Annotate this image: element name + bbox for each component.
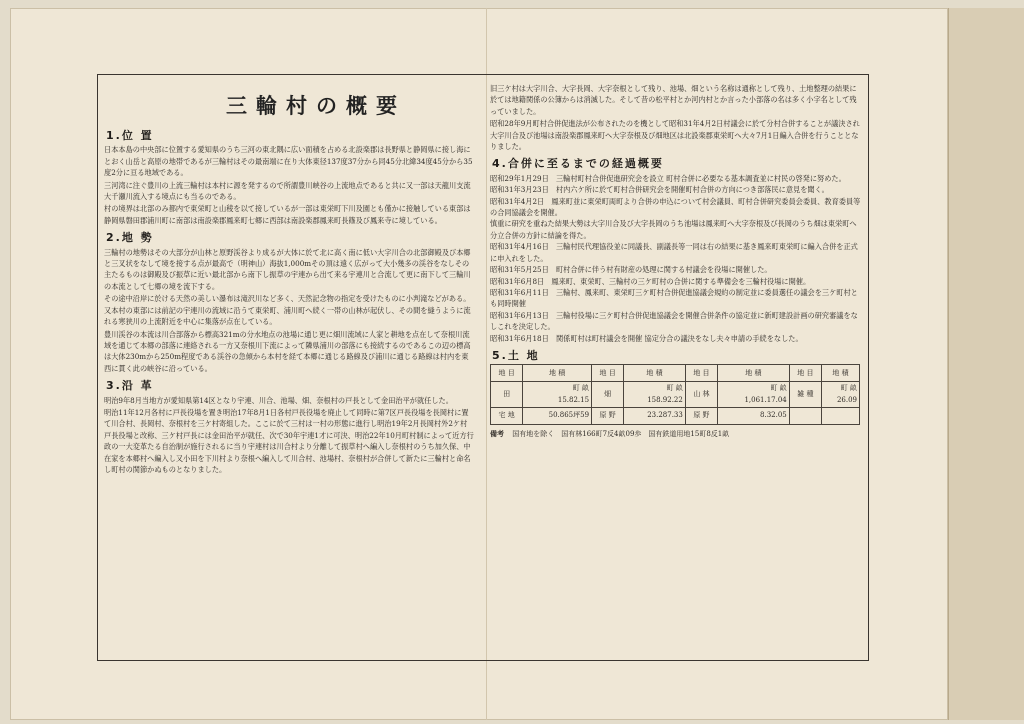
section-heading-history: 3.沿 革 — [106, 379, 154, 393]
land-cell — [821, 408, 859, 425]
merger-item-4: 慎重に研究を重ねた結果大勢は大字川合及び大字長岡のうち池場は鳳来町へ大字奈根及び長岡のうち畑は東栄町へ分立合併の方針に結論を得た。 — [490, 219, 857, 240]
land-header-cell: 地 積 — [624, 365, 686, 382]
land-cell: 田 — [491, 382, 523, 408]
table-row — [491, 382, 860, 408]
history-paragraph-1: 明治9年8月当地方が愛知県第14区となり宇連、川合、池場、畑、奈根村の戸長として金田治平が就任した。 — [104, 395, 453, 405]
land-cell: 町 畝 158.92.22 — [624, 382, 686, 408]
land-cell: 町 畝 15.82.15 — [523, 382, 592, 408]
merger-item-3: 昭和31年4月2日 鳳来町並に東栄町両町より合併の申込について村会議員、町村合併研究委員会委員、教育委員等の合同協議会を開催。 — [490, 196, 861, 218]
land-header-cell: 地 積 — [523, 365, 592, 382]
merger-item-1: 昭和29年1月29日 三輪村町村合併促進研究会を設立 町村合併に必要なる基本調査並に村民の啓発に努めた。 — [490, 173, 846, 183]
history-paragraph-4: 昭和28年9月町村合併促進法が公布されたのを機として昭和31年4月2日村議会に於て分村合併することが議決され大字川合及び池場は南設楽郡鳳来町へ大字奈根及び畑地区は北設楽郡東栄町へ大々7月1日編入合併を行うこととなりました。 — [490, 119, 860, 152]
right-column — [490, 82, 862, 441]
land-cell: 町 畝 1,061.17.04 — [718, 382, 790, 408]
land-cell: 町 畝 26.09 — [821, 382, 859, 408]
land-cell: 宅 地 — [491, 408, 523, 425]
land-cell: 山 林 — [685, 382, 717, 408]
land-header-cell: 地 目 — [491, 365, 523, 382]
history-paragraph-3: 旧三ケ村は大字川合、大字長岡、大字奈根として残り、池場、畑という名称は通称として残り、土地整理の結果に於ては地籍関係の公簿からは消滅した。そして昔の松平村とか河内村とか言った小部落の名は多く小字名として残っていました。 — [490, 84, 857, 116]
left-column — [104, 82, 474, 475]
land-header-cell: 地 目 — [592, 365, 624, 382]
land-cell: 原 野 — [592, 408, 624, 425]
table-row — [491, 408, 860, 425]
merger-item-5: 昭和31年4月16日 三輪村民代理協役並に同議長、副議長等一同は右の結果に基き鳳来町東栄町に編入合併を正式に申入れをした。 — [490, 242, 858, 263]
land-cell: 畑 — [592, 382, 624, 408]
land-header-cell: 地 積 — [821, 365, 859, 382]
land-header-cell: 地 目 — [789, 365, 821, 382]
land-cell: 雑 種 — [789, 382, 821, 408]
section-heading-land: 5.土 地 — [492, 348, 540, 362]
merger-item-9: 昭和31年6月13日 三輪村役場に三ケ町村合併促進協議会を開催合併条件の協定並に新町建設計画の研究審議をなしこれを決定した。 — [490, 310, 858, 332]
land-cell — [789, 408, 821, 425]
notes-text: 国有地を除く 国有林166町7反4畝09歩 国有鉄道用地15町8反1畝 — [512, 430, 730, 439]
land-notes — [490, 429, 862, 440]
terrain-paragraph-3: 豊川渓谷の本流は川合部落から標高321mの分水地点の池場に通じ更に畑川流域に人家と耕地を点在して奈根川流域を通じて本郷の部落に連絡される一方又奈根川下流によって隣県浦川の部落にも接続するのであるこの辺の標高は大体230mから250m程度である渓谷の急傾から本村を経て本郷に通じる路線及び浦川に通じる路線は村内を東西に貫く此の峡谷に沿っている。 — [104, 329, 471, 373]
land-cell: 8.32.05 — [718, 408, 790, 425]
land-cell: 50.865坪59 — [523, 408, 592, 425]
land-cell: 原 野 — [685, 408, 717, 425]
page-title: 三輪村の概要 — [226, 94, 406, 118]
land-table — [490, 364, 860, 425]
terrain-paragraph-1: 三輪村の地勢はその大部分が山林と原野渓谷より成るが大体に於て北に高く南に低い大字川合の北部御殿及び本郷と三叉状をなして境を接する点が最高で（明神山）海抜1,000mその頂は遠く広がって大小幾多の渓谷をなしその主たるものは御殿及び振草に近い最北部から南下し振草の宇連から出て来る宇連川と合流して更に南下して三輪川の本流として七郷の境を流下する。 — [104, 247, 471, 291]
notes-label: 備考 — [490, 430, 504, 439]
section-heading-location: 1.位 置 — [106, 129, 154, 142]
location-paragraph-3: 村の境界は北部のみ都内で東栄町と山稜を以て接しているが一部は東栄町下川及園とも僅かに接触している東部は静岡県磐田郡浦川町に南部は南設楽郡鳳来町七郷に西部は南設楽郡鳳来町長篠及び鳳来寺に境している。 — [104, 204, 471, 225]
history-paragraph-2: 明治11年12月各村に戸長役場を置き明治17年8月1日各村戸長役場を廃止して同時に第7区戸長役場を長岡村に置て川合村、長岡村、奈根村を三ケ村寄組した。ここに於て三村は一村の形態に進行し明治19年2月長岡村外2ケ村戸長役場と改称、三ケ村戸長には金田治平が就任、次で30年宇連1才に可決、明治22年10月町村制によって近方行政の一大変革たる自治制が施行されるに当り宇連村は川合村より分離して振草村へ編入し奈根村のうち加久保、中在家を本郷村へ編入し又小田を下川村より奈根へ編入して川合村、池場村、奈根村が合併して新たに三輪村と命名し町村の関節かぬものとなりました。 — [104, 407, 474, 474]
land-table-header-row — [491, 365, 860, 382]
merger-item-10: 昭和31年6月18日 関係町村は町村議会を開催 協定分合の議決をなし夫々申請の手続をなした。 — [490, 333, 803, 343]
terrain-paragraph-2: その途中沿岸に於ける天然の美しい瀑布は滝沢川など多く、天然記念物の指定を受けたものに小判滝などがある。又本村の東部には前記の宇連川の流域に沿うて東栄町、浦川町へ続く一帯の山林が起伏し、その間を縫うように流れる寒狭川の上流附近を中心に集落が点在している。 — [104, 294, 471, 327]
location-paragraph-2: 三河湾に注ぐ豊川の上流三輪村は本村に源を発するので所謂豊川峡谷の上流地点であると共に又一部は天龍川支流大千瀬川流入する境点にも当るのである。 — [104, 180, 471, 202]
merger-item-8: 昭和31年6月11日 三輪村、鳳来町、東栄町三ケ町村合併促進協議会規約の制定並に委員選任の議会を三ケ町村とも同時開催 — [490, 287, 858, 309]
land-cell: 23.287.33 — [624, 408, 686, 425]
section-heading-terrain: 2.地 勢 — [106, 231, 154, 245]
land-header-cell: 地 目 — [685, 365, 717, 382]
adjacent-page-edge — [948, 8, 1024, 720]
merger-item-6: 昭和31年5月25日 町村合併に伴う村有財産の処理に関する村議会を役場に開催した。 — [490, 265, 772, 275]
land-header-cell: 地 積 — [718, 365, 790, 382]
merger-item-2: 昭和31年3月23日 村内六ケ所に於て町村合併研究会を開催町村合併の方向につき部落民に意見を聞く。 — [490, 185, 829, 195]
section-heading-merger: 4.合併に至るまでの経過概要 — [492, 157, 664, 171]
merger-item-7: 昭和31年6月8日 鳳来町、東栄町、三輪村の三ケ町村の合併に関する準備会を三輪村役場に開催。 — [490, 276, 811, 286]
title-spacer — [104, 82, 474, 124]
location-paragraph-1: 日本本島の中央部に位置する愛知県のうち三河の東北隅に広い面積を占める北設楽郡は長野県と静岡県に接し海にとおく山岳と高原の地帯であるが三輪村はその最南端に在り大体東径137度37分から同45分北緯34度45分から35度2分に亘る地域である。 — [104, 145, 473, 178]
